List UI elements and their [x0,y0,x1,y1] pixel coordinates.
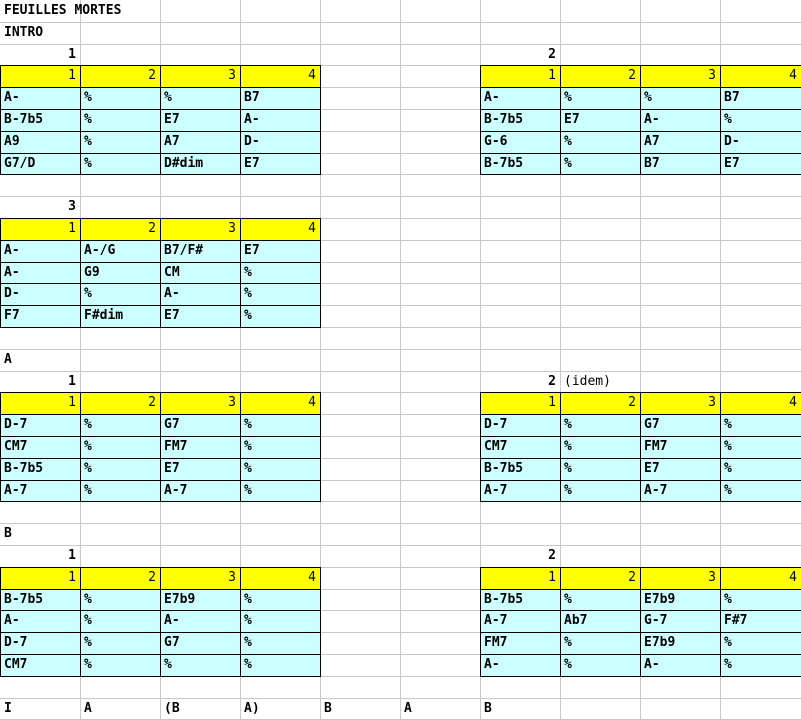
form-sequence-item[interactable]: B [324,701,332,716]
chord-cell[interactable]: A- [0,87,80,109]
beat-header[interactable]: 3 [640,65,720,87]
grid-line-vertical [320,0,321,719]
chord-cell[interactable]: % [560,131,640,153]
beat-header[interactable]: 3 [640,567,720,589]
chord-cell[interactable]: % [80,589,160,610]
chord-cell[interactable]: % [80,654,160,676]
grid-line-horizontal [0,501,801,502]
chord-cell[interactable]: % [560,480,640,501]
chord-cell[interactable]: % [240,283,320,305]
chord-cell[interactable]: A- [160,283,240,305]
beat-header[interactable]: 4 [240,218,320,240]
chord-cell[interactable]: % [720,654,801,676]
chord-cell[interactable]: F#7 [720,610,801,632]
beat-header[interactable]: 1 [480,567,560,589]
chord-cell[interactable]: E7 [160,458,240,480]
chord-cell[interactable]: D- [240,131,320,153]
chord-cell[interactable]: A-7 [480,610,560,632]
chord-cell[interactable]: % [240,458,320,480]
chord-cell[interactable]: B-7b5 [480,153,560,174]
chord-cell[interactable]: % [240,480,320,501]
form-sequence-item[interactable]: A [84,701,92,716]
beat-header[interactable]: 2 [80,65,160,87]
block-number[interactable]: 2 [548,374,556,389]
chord-cell[interactable]: % [80,414,160,436]
chord-cell[interactable]: % [560,436,640,458]
form-sequence-item[interactable]: B [484,701,492,716]
grid-line-horizontal [0,44,801,45]
beat-header[interactable]: 4 [720,392,801,414]
chord-cell[interactable]: D#dim [160,153,240,174]
block-number[interactable]: 2 [548,47,556,62]
chord-cell[interactable]: G7 [160,414,240,436]
chord-cell[interactable]: E7 [560,109,640,131]
chord-cell[interactable]: E7b9 [640,632,720,654]
beat-header[interactable]: 2 [560,392,640,414]
chord-cell[interactable]: B-7b5 [0,458,80,480]
beat-header[interactable]: 3 [160,392,240,414]
chord-cell[interactable]: % [720,480,801,501]
chord-cell[interactable]: % [80,632,160,654]
chord-cell[interactable]: % [80,109,160,131]
chord-cell[interactable]: % [80,480,160,501]
chord-cell[interactable]: D- [720,131,801,153]
chord-cell[interactable]: % [240,436,320,458]
chord-cell[interactable]: F#dim [80,305,160,327]
chord-cell[interactable]: E7b9 [160,589,240,610]
chord-cell[interactable]: A- [640,654,720,676]
chord-cell[interactable]: % [560,632,640,654]
chord-cell[interactable]: Ab7 [560,610,640,632]
section-label-intro[interactable]: INTRO [4,25,44,40]
form-sequence-item[interactable]: A [404,701,412,716]
chord-cell[interactable]: G-7 [640,610,720,632]
chord-cell[interactable]: B7 [720,87,801,109]
chord-cell[interactable]: % [240,610,320,632]
chord-cell[interactable]: A- [480,87,560,109]
chord-cell[interactable]: B-7b5 [0,589,80,610]
chord-cell[interactable]: CM [160,262,240,283]
chord-cell[interactable]: % [240,589,320,610]
chord-cell[interactable]: % [560,414,640,436]
grid-line-horizontal [0,22,801,23]
beat-header[interactable]: 2 [560,65,640,87]
grid-line-vertical [400,0,401,719]
chord-cell[interactable]: % [560,153,640,174]
beat-header[interactable]: 1 [0,567,80,589]
chord-cell[interactable]: A- [0,610,80,632]
chord-cell[interactable]: B-7b5 [480,589,560,610]
chord-cell[interactable]: CM7 [0,654,80,676]
chord-cell[interactable]: % [160,654,240,676]
chord-cell[interactable]: % [720,632,801,654]
chord-cell[interactable]: A- [480,654,560,676]
beat-header[interactable]: 1 [0,218,80,240]
chord-cell[interactable]: B7 [640,153,720,174]
sheet-title[interactable]: FEUILLES MORTES [4,3,122,18]
chord-cell[interactable]: CM7 [0,436,80,458]
section-label-a[interactable]: A [4,352,12,367]
chord-cell[interactable]: % [80,458,160,480]
grid-line-horizontal [0,523,801,524]
beat-header[interactable]: 1 [480,65,560,87]
chord-cell[interactable]: % [560,458,640,480]
chord-cell[interactable]: B-7b5 [480,109,560,131]
grid-line-horizontal [0,174,801,175]
chord-cell[interactable]: A7 [160,131,240,153]
beat-header[interactable]: 4 [240,65,320,87]
chord-cell[interactable]: % [240,414,320,436]
chord-cell[interactable]: % [560,87,640,109]
grid-line-horizontal [0,676,801,677]
chord-cell[interactable]: G7/D [0,153,80,174]
chord-cell[interactable]: A- [160,610,240,632]
chord-cell[interactable]: FM7 [480,632,560,654]
chord-cell[interactable]: A9 [0,131,80,153]
beat-header[interactable]: 3 [160,567,240,589]
chord-cell[interactable]: CM7 [480,436,560,458]
chord-cell[interactable]: % [160,87,240,109]
chord-cell[interactable]: % [720,436,801,458]
chord-cell[interactable]: % [720,109,801,131]
chord-cell[interactable]: B7/F# [160,240,240,262]
beat-header[interactable]: 2 [80,392,160,414]
form-sequence-item[interactable]: (B [164,701,180,716]
grid-line-horizontal [0,196,801,197]
chord-cell[interactable]: D-7 [0,632,80,654]
block-number[interactable]: 3 [68,199,76,214]
section-label-b[interactable]: B [4,526,12,541]
chord-cell[interactable]: A-/G [80,240,160,262]
chord-cell[interactable]: E7 [160,305,240,327]
chord-cell[interactable]: % [80,87,160,109]
beat-header[interactable]: 2 [80,567,160,589]
chord-cell[interactable]: % [720,458,801,480]
chord-cell[interactable]: % [240,305,320,327]
chord-cell[interactable]: E7 [240,153,320,174]
grid-line-horizontal [0,545,801,546]
chord-cell[interactable]: % [720,589,801,610]
chord-cell[interactable]: % [240,632,320,654]
grid-line-horizontal [0,327,801,328]
chord-cell[interactable]: A- [0,262,80,283]
chord-cell[interactable]: A- [0,240,80,262]
beat-header[interactable]: 1 [0,392,80,414]
beat-header[interactable]: 3 [160,65,240,87]
block-number[interactable]: 1 [68,548,76,563]
chord-cell[interactable]: % [560,654,640,676]
chord-cell[interactable]: G7 [640,414,720,436]
chord-cell[interactable]: B-7b5 [480,458,560,480]
chord-cell[interactable]: % [240,262,320,283]
chord-cell[interactable]: A-7 [160,480,240,501]
chord-cell[interactable]: FM7 [160,436,240,458]
form-sequence-item[interactable]: I [4,701,12,716]
beat-header[interactable]: 1 [0,65,80,87]
chord-cell[interactable]: E7 [240,240,320,262]
block-number[interactable]: 1 [68,47,76,62]
chord-cell[interactable]: % [720,414,801,436]
chord-cell[interactable]: % [560,589,640,610]
beat-header[interactable]: 1 [480,392,560,414]
beat-header[interactable]: 4 [720,567,801,589]
form-sequence-item[interactable]: A) [244,701,260,716]
chord-cell[interactable]: A-7 [0,480,80,501]
block-number[interactable]: 2 [548,548,556,563]
chord-cell[interactable]: F7 [0,305,80,327]
block-number[interactable]: 1 [68,374,76,389]
chord-cell[interactable]: A- [240,109,320,131]
beat-header[interactable]: 2 [80,218,160,240]
chord-cell[interactable]: D- [0,283,80,305]
chord-cell[interactable]: G9 [80,262,160,283]
chord-cell[interactable]: E7 [160,109,240,131]
chord-cell[interactable]: FM7 [640,436,720,458]
chord-cell[interactable]: % [640,87,720,109]
chord-cell[interactable]: B7 [240,87,320,109]
chord-cell[interactable]: % [240,654,320,676]
chord-cell[interactable]: % [80,610,160,632]
chord-cell[interactable]: A-7 [640,480,720,501]
chord-cell[interactable]: % [80,436,160,458]
chord-cell[interactable]: % [80,153,160,174]
chord-cell[interactable]: G-6 [480,131,560,153]
chord-cell[interactable]: E7 [640,458,720,480]
chord-cell[interactable]: A- [640,109,720,131]
beat-header[interactable]: 2 [560,567,640,589]
chord-cell[interactable]: A-7 [480,480,560,501]
chord-cell[interactable]: D-7 [0,414,80,436]
block-note[interactable]: (idem) [564,374,611,389]
chord-cell[interactable]: D-7 [480,414,560,436]
beat-header[interactable]: 3 [640,392,720,414]
chord-cell[interactable]: E7b9 [640,589,720,610]
chord-cell[interactable]: G7 [160,632,240,654]
beat-header[interactable]: 3 [160,218,240,240]
beat-header[interactable]: 4 [240,392,320,414]
chord-cell[interactable]: E7 [720,153,801,174]
chord-cell[interactable]: B-7b5 [0,109,80,131]
beat-header[interactable]: 4 [240,567,320,589]
chord-cell[interactable]: A7 [640,131,720,153]
beat-header[interactable]: 4 [720,65,801,87]
chord-cell[interactable]: % [80,283,160,305]
chord-cell[interactable]: % [80,131,160,153]
grid-line-horizontal [0,349,801,350]
